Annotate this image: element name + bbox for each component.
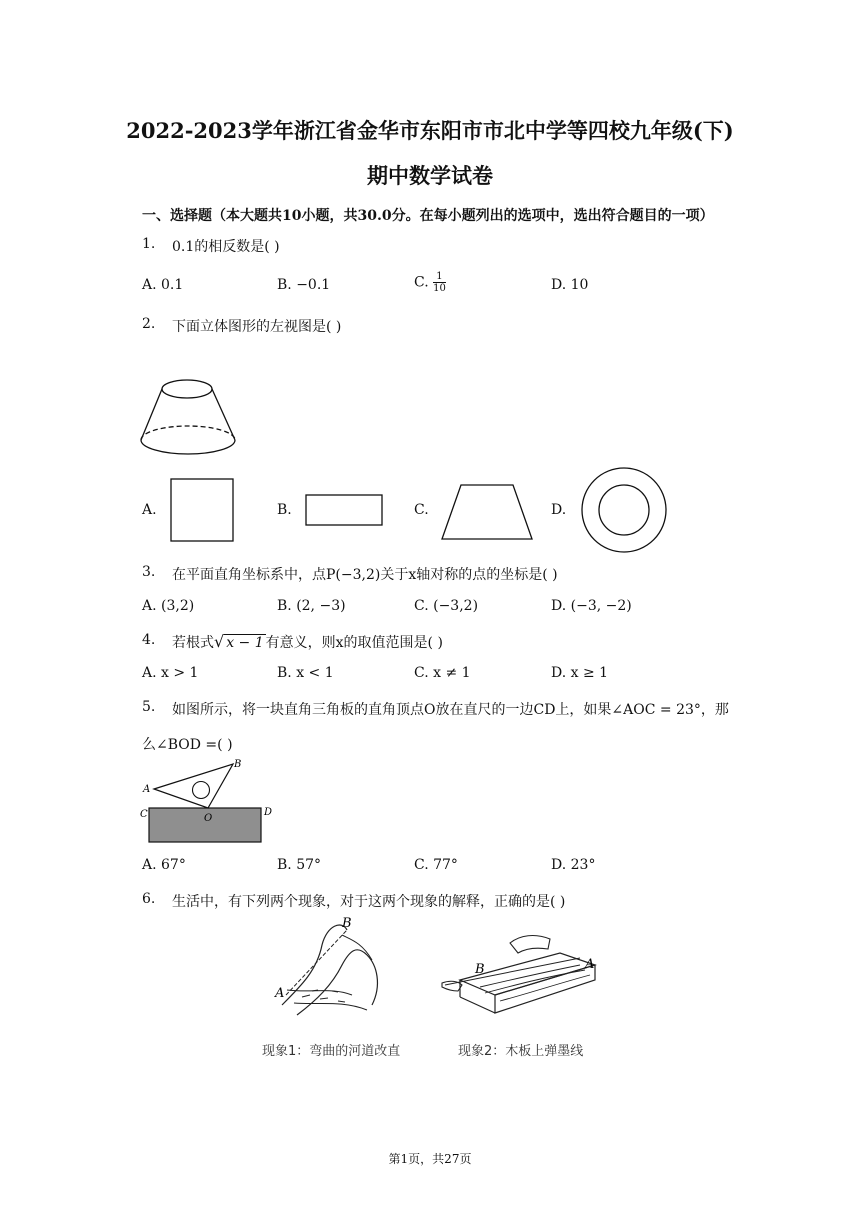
q4-option-c: C. x ≠ 1 [414,665,471,681]
q5-option-d: D. 23° [551,857,596,873]
q5-number: 5. [142,699,156,715]
q5-option-a: A. 67° [142,857,186,873]
q6-board-label-a: A [585,957,595,972]
q5-label-a: A [143,784,151,795]
q6-caption-1: 现象1：弯曲的河道改直 [262,1044,401,1059]
q4-option-a: A. x > 1 [142,665,199,681]
q2-frustum-figure [135,375,245,465]
q2-option-c: C. [414,502,429,518]
q6-river-label-a: A [275,986,285,1001]
q2-stem: 下面立体图形的左视图是( ) [172,319,342,335]
q1-option-c-fraction [433,271,446,294]
q5-label-o: O [204,813,213,824]
q4-stem-prefix: 若根式 [172,635,214,651]
q2-option-b-rectangle [305,494,383,526]
q6-stem: 生活中，有下列两个现象，对于这两个现象的解释，正确的是( ) [172,894,566,910]
q1-option-c [414,271,446,294]
q3-option-a: A. (3,2) [142,598,195,614]
q2-number: 2. [142,316,156,332]
q1-option-d: D. 10 [551,277,589,293]
q5-label-b: B [234,759,242,770]
q4-stem [172,632,443,652]
exam-title-line2: 期中数学试卷 [367,163,493,188]
q1-option-c-prefix: C. [414,274,429,291]
q5-option-c: C. 77° [414,857,458,873]
q2-option-c-trapezoid [441,484,533,540]
q2-option-a: A. [142,502,157,518]
q6-river-illustration [272,915,392,1025]
q1-number: 1. [142,236,156,252]
q3-option-b: B. (2, −3) [277,598,346,614]
q5-label-d: D [264,807,273,818]
q2-option-a-square [170,478,234,542]
q3-option-c: C. (−3,2) [414,598,479,614]
q1-option-a: A. 0.1 [142,277,184,293]
q4-number: 4. [142,632,156,648]
q2-option-d: D. [551,502,567,518]
q5-stem-line1: 如图所示，将一块直角三角板的直角顶点O放在直尺的一边CD上，如果∠AOC = 23°，那 [172,702,729,718]
q6-caption-2: 现象2：木板上弹墨线 [458,1044,584,1059]
page-footer: 第1页，共27页 [388,1152,472,1166]
q6-number: 6. [142,891,156,907]
q4-option-d: D. x ≥ 1 [551,665,609,681]
q4-option-b: B. x < 1 [277,665,334,681]
q5-stem-line2: 么∠BOD =( ) [142,737,233,753]
q6-chalk-line-illustration [440,925,610,1025]
q4-radicand: x − 1 [226,635,264,651]
section-heading: 一、选择题（本大题共10小题，共30.0分。在每小题列出的选项中，选出符合题目的一项） [142,208,714,224]
q3-number: 3. [142,564,156,580]
q6-board-label-b: B [475,962,485,977]
q3-option-d: D. (−3, −2) [551,598,632,614]
q1-option-b: B. −0.1 [277,277,331,293]
q2-option-d-annulus [580,466,668,554]
q2-option-b: B. [277,502,292,518]
q5-label-c: C [140,809,148,820]
q5-option-b: B. 57° [277,857,322,873]
q6-river-label-b: B [342,916,352,931]
q5-triangle-ruler-figure [138,756,278,848]
q4-stem-suffix: 有意义，则x的取值范围是( ) [265,635,443,651]
q1-fraction-denominator: 10 [433,283,446,294]
exam-title-line1: 2022-2023学年浙江省金华市东阳市市北中学等四校九年级(下) [126,118,734,143]
q3-stem: 在平面直角坐标系中，点P(−3,2)关于x轴对称的点的坐标是( ) [172,567,558,583]
q1-stem: 0.1的相反数是( ) [172,239,280,255]
q4-radical-sign: √ [214,632,225,651]
q1-fraction-numerator: 1 [433,271,446,283]
